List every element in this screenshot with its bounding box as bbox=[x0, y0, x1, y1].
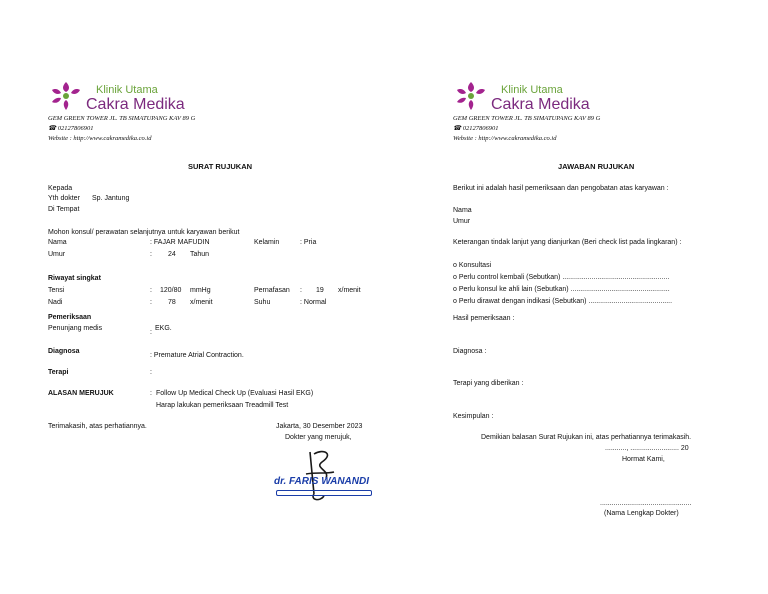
clinic-address: GEM GREEN TOWER JL. TB SIMATUPANG KAV 89 G bbox=[48, 115, 196, 122]
pernafasan-unit: x/menit bbox=[338, 287, 361, 294]
umur-value: 24 bbox=[168, 251, 176, 258]
brand-line2: Cakra Medika bbox=[86, 96, 185, 113]
clinic-website: Website : http://www.cakramedika.co.id bbox=[453, 135, 557, 142]
kesimpulan-label: Kesimpulan : bbox=[453, 413, 494, 420]
nadi-value: 78 bbox=[168, 299, 176, 306]
keterangan-text: Keterangan tindak lanjut yang dianjurkan (Beri check list pada lingkaran) : bbox=[453, 239, 682, 246]
diagnosa-label: Diagnosa : bbox=[453, 348, 487, 355]
terapi-label: Terapi yang diberikan : bbox=[453, 380, 524, 387]
umur-colon: : bbox=[150, 251, 152, 258]
ditempat-label: Di Tempat bbox=[48, 206, 80, 213]
pernafasan-colon: : bbox=[300, 287, 302, 294]
phone-icon: ☎ bbox=[453, 125, 463, 132]
nama-value: : FAJAR MAFUDIN bbox=[150, 239, 210, 246]
yth-label: Yth dokter bbox=[48, 195, 80, 202]
tensi-unit: mmHg bbox=[190, 287, 211, 294]
phone-icon: ☎ bbox=[48, 125, 58, 132]
penunjang-colon: : bbox=[150, 329, 152, 336]
alasan-value-2: Harap lakukan pemeriksaan Treadmill Test bbox=[156, 402, 289, 409]
signature-line: ............................................... bbox=[600, 500, 692, 507]
alasan-value-1: Follow Up Medical Check Up (Evaluasi Hasil EKG) bbox=[156, 390, 314, 397]
brand-line1: Klinik Utama bbox=[501, 84, 563, 96]
nama-label: Nama bbox=[48, 239, 67, 246]
tensi-label: Tensi bbox=[48, 287, 65, 294]
clinic-address: GEM GREEN TOWER JL. TB SIMATUPANG KAV 89 G bbox=[453, 115, 601, 122]
nadi-unit: x/menit bbox=[190, 299, 213, 306]
umur-label: Umur bbox=[453, 218, 471, 225]
terimakasih-text: Terimakasih, atas perhatiannya. bbox=[48, 423, 147, 430]
nadi-colon: : bbox=[150, 299, 152, 306]
nadi-label: Nadi bbox=[48, 299, 63, 306]
tanggal-surat: Jakarta, 30 Desember 2023 bbox=[276, 423, 363, 430]
clinic-logo-icon bbox=[453, 80, 489, 112]
dokter-merujuk-label: Dokter yang merujuk, bbox=[285, 434, 352, 441]
phone-number: 02127806901 bbox=[462, 125, 499, 132]
penunjang-label: Penunjang medis bbox=[48, 325, 103, 332]
hormat-label: Hormat Kami, bbox=[622, 456, 665, 463]
nama-label: Nama bbox=[453, 207, 472, 214]
signature-stamp bbox=[276, 490, 372, 496]
alasan-label: ALASAN MERUJUK bbox=[48, 390, 114, 397]
kelamin-value: : Pria bbox=[300, 239, 317, 246]
penunjang-value: EKG. bbox=[155, 325, 172, 332]
riwayat-label: Riwayat singkat bbox=[48, 275, 101, 282]
demikian-text: Demikian balasan Surat Rujukan ini, atas perhatiannya terimakasih. bbox=[481, 434, 692, 441]
brand-line2: Cakra Medika bbox=[491, 96, 590, 113]
tanggal-blank: ..........., ......................... 20 bbox=[605, 445, 689, 452]
umur-unit: Tahun bbox=[190, 251, 210, 258]
option-konsul-ahli[interactable]: o Perlu konsul ke ahli lain (Sebutkan) ................................................... bbox=[453, 286, 670, 293]
document-title: SURAT RUJUKAN bbox=[188, 162, 253, 171]
clinic-logo-icon bbox=[48, 80, 84, 112]
pemeriksaan-label: Pemeriksaan bbox=[48, 314, 92, 321]
kepada-label: Kepada bbox=[48, 185, 73, 192]
clinic-website: Website : http://www.cakramedika.co.id bbox=[48, 135, 152, 142]
nama-lengkap-label: (Nama Lengkap Dokter) bbox=[604, 510, 679, 517]
brand-line1: Klinik Utama bbox=[96, 84, 158, 96]
terapi-label: Terapi bbox=[48, 369, 69, 376]
spesialis-value: Sp. Jantung bbox=[92, 195, 130, 202]
clinic-phone bbox=[453, 126, 498, 133]
diagnosa-value: : Premature Atrial Contraction. bbox=[150, 352, 244, 359]
mohon-text: Mohon konsul/ perawatan selanjutnya untuk karyawan berikut bbox=[48, 229, 240, 236]
document-title: JAWABAN RUJUKAN bbox=[558, 162, 635, 171]
terapi-colon: : bbox=[150, 369, 152, 376]
pernafasan-value: 19 bbox=[316, 287, 324, 294]
phone-number: 02127806901 bbox=[57, 125, 94, 132]
suhu-label: Suhu bbox=[254, 299, 271, 306]
kelamin-label: Kelamin bbox=[254, 239, 280, 246]
option-konsultasi[interactable]: o Konsultasi bbox=[453, 262, 492, 269]
diagnosa-label: Diagnosa bbox=[48, 348, 80, 355]
option-dirawat[interactable]: o Perlu dirawat dengan indikasi (Sebutkan) ........................................... bbox=[453, 298, 673, 305]
umur-label: Umur bbox=[48, 251, 66, 258]
hasil-label: Hasil pemeriksaan : bbox=[453, 315, 515, 322]
alasan-colon: : bbox=[150, 390, 152, 397]
signature-name: dr. FARIS WANANDI bbox=[274, 476, 370, 487]
tensi-colon: : bbox=[150, 287, 152, 294]
suhu-value: : Normal bbox=[300, 299, 327, 306]
pernafasan-label: Pernafasan bbox=[254, 287, 290, 294]
intro-text: Berikut ini adalah hasil pemeriksaan dan pengobatan atas karyawan : bbox=[453, 185, 669, 192]
option-control[interactable]: o Perlu control kembali (Sebutkan) ....................................................... bbox=[453, 274, 670, 281]
clinic-phone bbox=[48, 126, 93, 133]
tensi-value: 120/80 bbox=[160, 287, 182, 294]
